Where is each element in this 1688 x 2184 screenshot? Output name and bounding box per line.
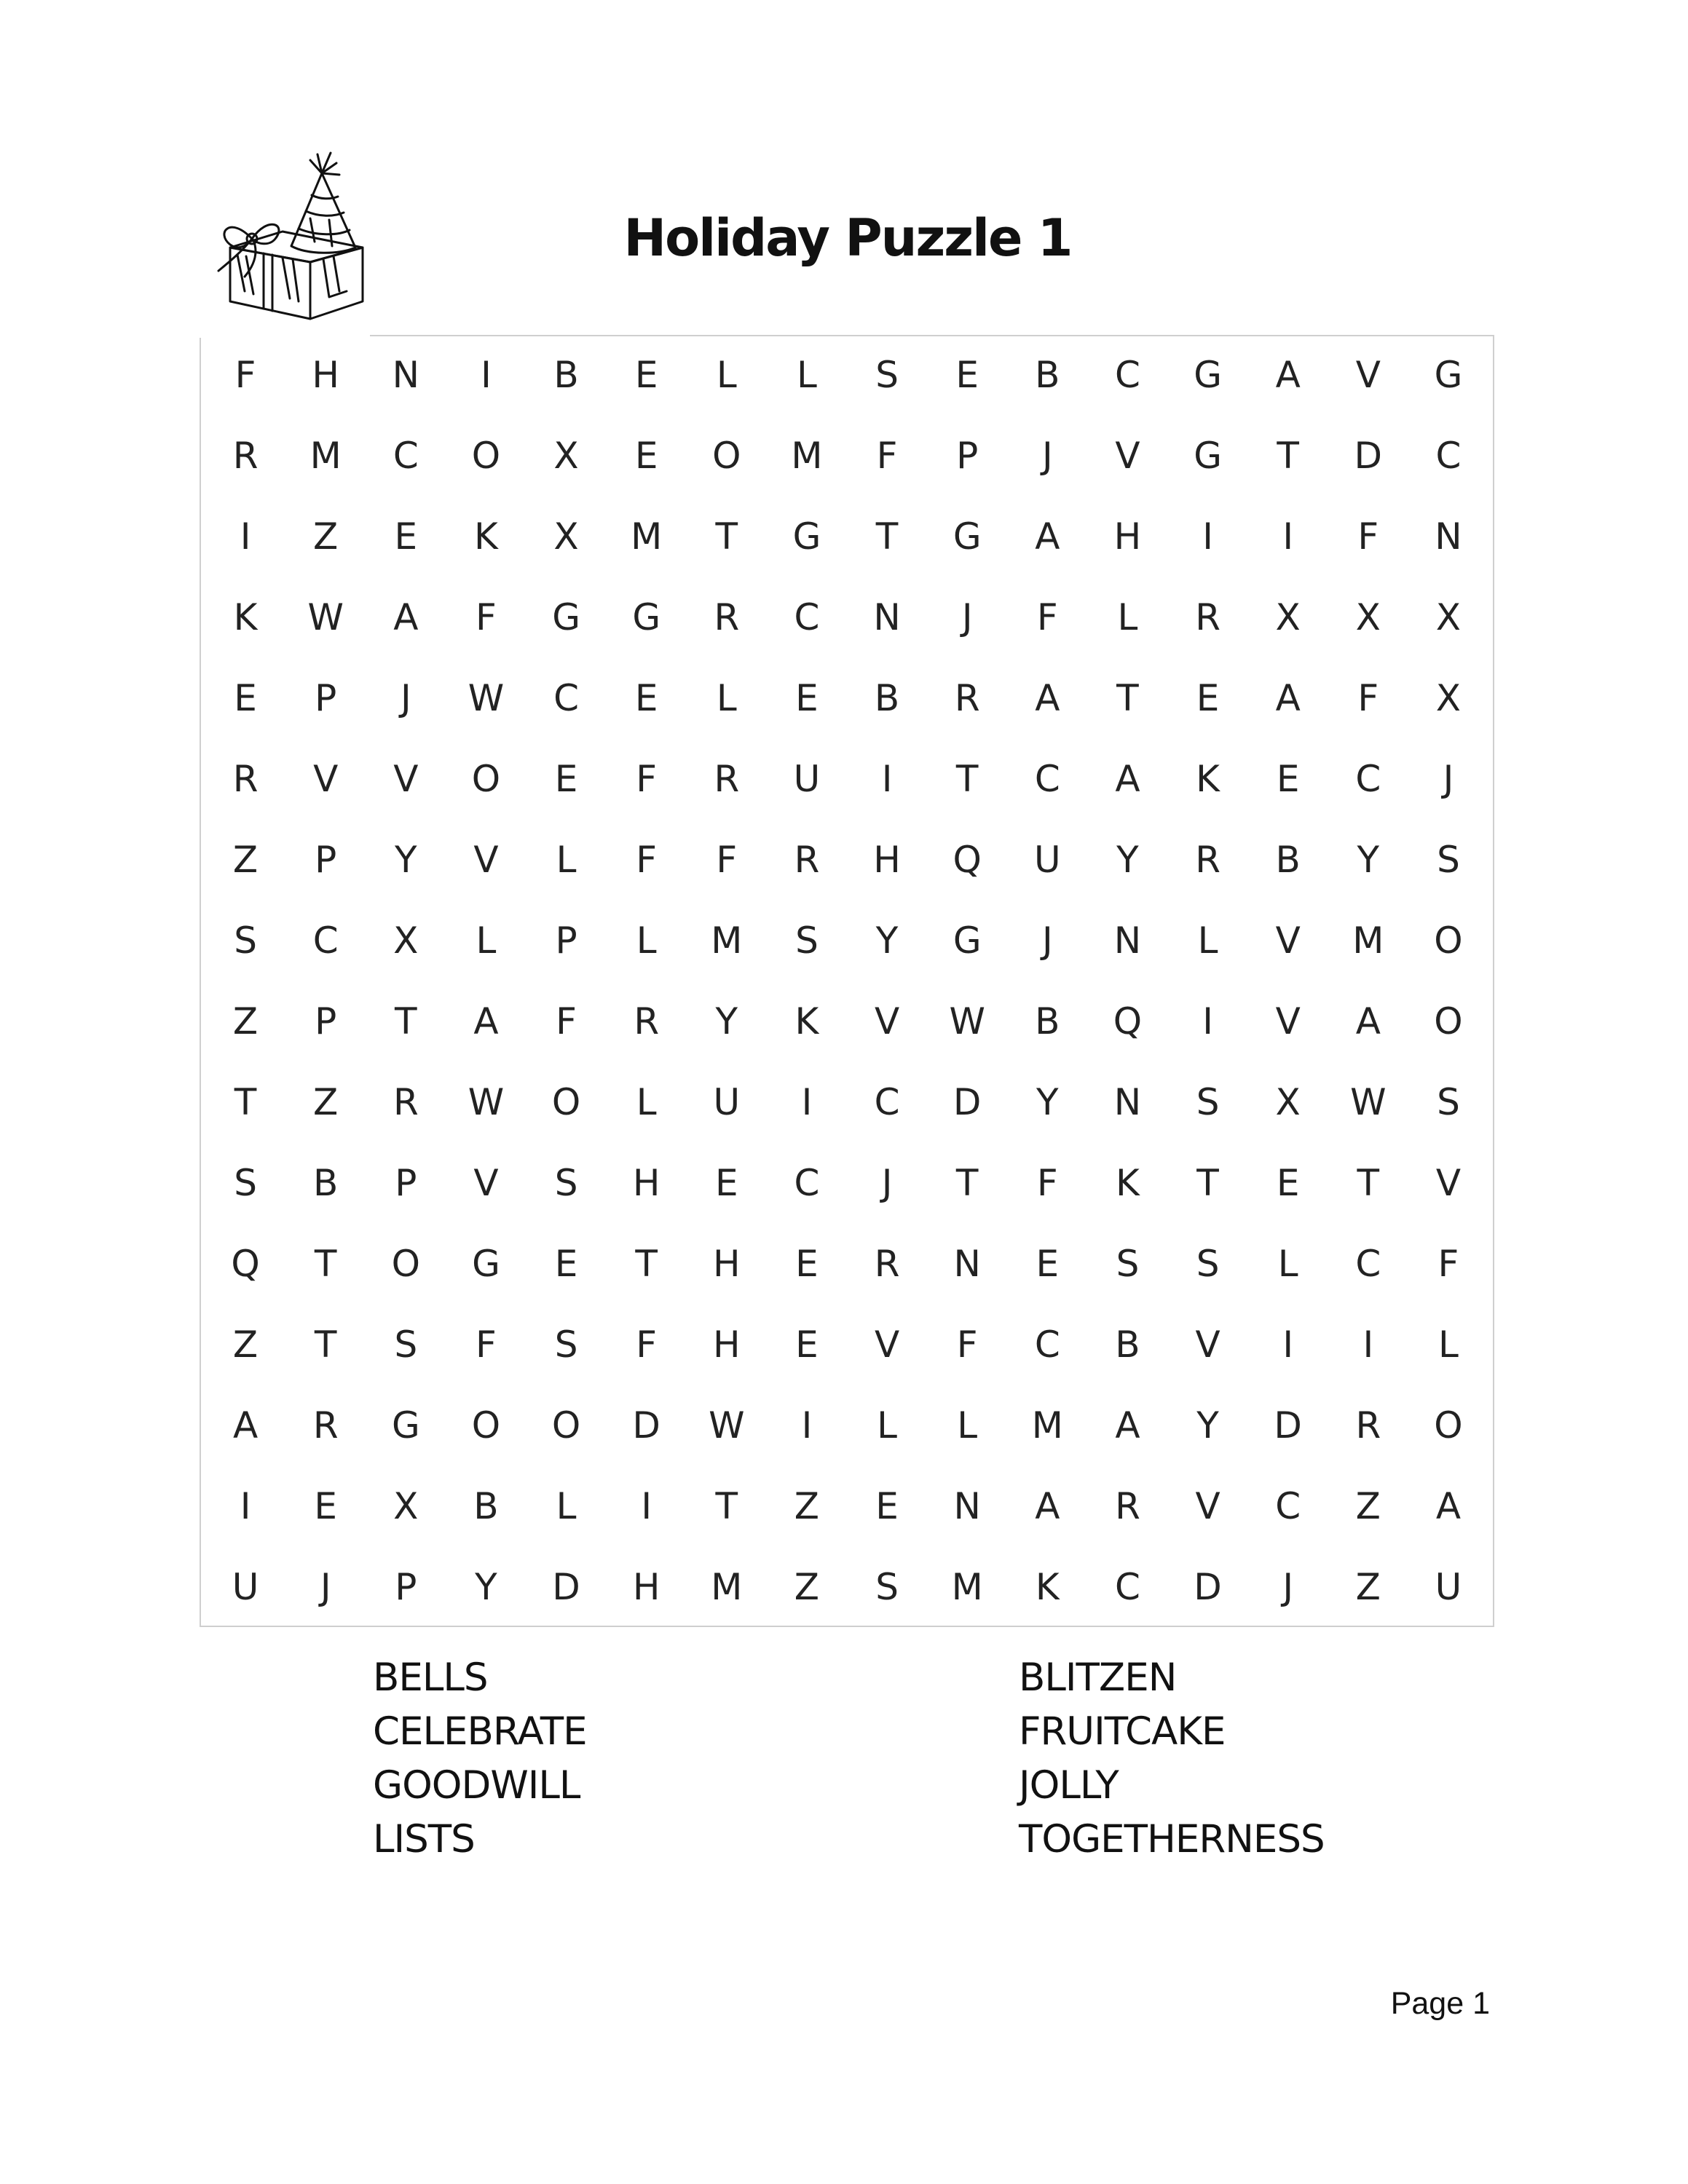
grid-cell: B xyxy=(1035,354,1060,397)
grid-cell: S xyxy=(1196,1242,1220,1285)
grid-cell: Z xyxy=(794,1565,820,1608)
grid-cell: K xyxy=(233,596,258,639)
grid-cell: A xyxy=(1035,677,1060,720)
grid-cell: O xyxy=(712,435,741,478)
grid-cell: P xyxy=(956,435,979,478)
grid-cell: M xyxy=(631,515,663,558)
grid-cell: R xyxy=(1195,596,1220,639)
grid-cell: J xyxy=(961,596,973,639)
grid-cell: H xyxy=(312,354,339,397)
grid-cell: C xyxy=(1435,435,1462,478)
grid-cell: M xyxy=(1031,1404,1063,1447)
grid-cell: X xyxy=(393,1484,419,1527)
word-search-grid xyxy=(200,335,1494,1627)
grid-cell: A xyxy=(1035,1484,1060,1527)
grid-cell: S xyxy=(1437,839,1460,882)
grid-cell: T xyxy=(955,758,979,801)
grid-cell: I xyxy=(1282,515,1294,558)
grid-cell: Z xyxy=(232,839,259,882)
grid-cell: W xyxy=(709,1404,745,1447)
grid-cell: G xyxy=(953,515,982,558)
grid-cell: E xyxy=(634,435,658,478)
grid-cell: L xyxy=(556,839,577,882)
grid-cell: F xyxy=(476,1323,497,1366)
grid-cell: C xyxy=(874,1080,900,1123)
grid-cell: E xyxy=(795,1242,819,1285)
grid-cell: Q xyxy=(953,839,982,882)
word-list-item: CELEBRATE xyxy=(373,1709,587,1754)
grid-cell: O xyxy=(1434,1000,1463,1042)
grid-cell: E xyxy=(875,1484,899,1527)
grid-cell: N xyxy=(953,1484,981,1527)
grid-cell: F xyxy=(956,1323,978,1366)
grid-cell: M xyxy=(711,1565,743,1608)
grid-cell: L xyxy=(1438,1323,1459,1366)
grid-cell: J xyxy=(400,677,411,720)
grid-cell: Z xyxy=(313,1080,339,1123)
grid-cell: I xyxy=(801,1080,813,1123)
word-list-item: BELLS xyxy=(373,1655,488,1700)
grid-cell: C xyxy=(1355,1242,1381,1285)
grid-cell: H xyxy=(873,839,901,882)
grid-cell: T xyxy=(955,1161,979,1204)
grid-cell: S xyxy=(234,919,257,962)
grid-cell: D xyxy=(1194,1565,1222,1608)
grid-cell: Y xyxy=(1116,839,1139,882)
grid-cell: A xyxy=(1355,1000,1381,1042)
grid-cell: G xyxy=(391,1404,420,1447)
grid-cell: B xyxy=(553,354,579,397)
grid-cell: P xyxy=(395,1565,417,1608)
grid-cell: D xyxy=(953,1080,982,1123)
grid-cell: I xyxy=(801,1404,813,1447)
grid-cell: O xyxy=(551,1080,581,1123)
grid-cell: I xyxy=(1202,1000,1213,1042)
grid-cell: P xyxy=(315,839,337,882)
grid-cell: F xyxy=(1437,1242,1459,1285)
grid-cell: L xyxy=(877,1404,897,1447)
grid-cell: I xyxy=(481,354,492,397)
grid-cell: Z xyxy=(1355,1565,1381,1608)
grid-cell: J xyxy=(1443,758,1454,801)
grid-cell: E xyxy=(1036,1242,1060,1285)
grid-cell: X xyxy=(1275,1080,1301,1123)
grid-cell: G xyxy=(1434,354,1463,397)
grid-cell: T xyxy=(234,1080,257,1123)
grid-cell: H xyxy=(632,1565,660,1608)
grid-cell: T xyxy=(1357,1161,1380,1204)
grid-cell: J xyxy=(881,1161,893,1204)
grid-cell: C xyxy=(794,1161,820,1204)
grid-cell: P xyxy=(555,919,577,962)
grid-cell: T xyxy=(314,1242,337,1285)
grid-cell: L xyxy=(476,919,497,962)
grid-cell: F xyxy=(556,1000,577,1042)
grid-cell: S xyxy=(875,1565,899,1608)
grid-cell: V xyxy=(1355,354,1381,397)
grid-cell: C xyxy=(553,677,580,720)
grid-cell: J xyxy=(1041,435,1053,478)
grid-cell: G xyxy=(792,515,821,558)
grid-cell: E xyxy=(955,354,979,397)
grid-cell: R xyxy=(634,1000,660,1042)
grid-cell: C xyxy=(1275,1484,1301,1527)
grid-cell: E xyxy=(634,677,658,720)
grid-cell: R xyxy=(1355,1404,1381,1447)
word-list-item: FRUITCAKE xyxy=(1019,1709,1226,1754)
grid-cell: Q xyxy=(231,1242,260,1285)
grid-cell: O xyxy=(391,1242,420,1285)
grid-cell: R xyxy=(794,839,820,882)
grid-cell: P xyxy=(395,1161,417,1204)
word-list-item: LISTS xyxy=(373,1817,475,1861)
grid-cell: F xyxy=(716,839,738,882)
grid-cell: I xyxy=(1202,515,1213,558)
grid-cell: N xyxy=(1113,919,1142,962)
grid-cell: I xyxy=(240,1484,251,1527)
grid-cell: S xyxy=(554,1161,578,1204)
grid-cell: C xyxy=(1114,1565,1140,1608)
grid-cell: W xyxy=(949,1000,985,1042)
grid-cell: V xyxy=(393,758,419,801)
grid-cell: O xyxy=(1434,919,1463,962)
grid-cell: L xyxy=(716,354,737,397)
grid-cell: L xyxy=(636,1080,657,1123)
grid-cell: C xyxy=(1034,1323,1060,1366)
grid-cell: E xyxy=(1196,677,1220,720)
grid-cell: J xyxy=(320,1565,331,1608)
grid-cell: Z xyxy=(313,515,339,558)
grid-cell: V xyxy=(1195,1484,1220,1527)
grid-cell: E xyxy=(234,677,257,720)
grid-cell: E xyxy=(554,1242,578,1285)
grid-cell: F xyxy=(636,839,658,882)
grid-cell: L xyxy=(1117,596,1138,639)
grid-cell: A xyxy=(1435,1484,1462,1527)
word-list-right xyxy=(1019,1651,1325,1867)
grid-cell: V xyxy=(1435,1161,1462,1204)
grid-cell: G xyxy=(472,1242,500,1285)
grid-cell: J xyxy=(1041,919,1053,962)
grid-cell: M xyxy=(1352,919,1384,962)
page-title: Holiday Puzzle 1 xyxy=(623,208,1072,268)
grid-cell: C xyxy=(1114,354,1140,397)
grid-cell: F xyxy=(1036,1161,1058,1204)
grid-cell: B xyxy=(874,677,900,720)
grid-cell: O xyxy=(471,435,501,478)
word-list-left xyxy=(373,1651,587,1867)
word-list-item: BLITZEN xyxy=(1019,1655,1177,1700)
grid-cell: Z xyxy=(794,1484,820,1527)
grid-cell: R xyxy=(874,1242,900,1285)
grid-cell: W xyxy=(1350,1080,1387,1123)
grid-cell: A xyxy=(232,1404,259,1447)
page-number: Page 1 xyxy=(1390,1986,1490,2021)
grid-cell: R xyxy=(714,596,740,639)
grid-cell: J xyxy=(1282,1565,1294,1608)
grid-cell: M xyxy=(711,919,743,962)
grid-cell: H xyxy=(632,1161,660,1204)
grid-cell: T xyxy=(1277,435,1299,478)
grid-cell: Y xyxy=(395,839,417,882)
grid-cell: N xyxy=(953,1242,981,1285)
grid-cell: S xyxy=(795,919,819,962)
grid-cell: X xyxy=(393,919,419,962)
grid-cell: R xyxy=(1195,839,1220,882)
grid-cell: E xyxy=(1276,758,1300,801)
grid-cell: M xyxy=(951,1565,983,1608)
grid-cell: S xyxy=(234,1161,257,1204)
grid-cell: B xyxy=(1115,1323,1140,1366)
grid-cell: O xyxy=(1434,1404,1463,1447)
grid-cell: V xyxy=(874,1000,900,1042)
grid-cell: V xyxy=(473,1161,499,1204)
grid-cell: L xyxy=(957,1404,978,1447)
grid-cell: S xyxy=(1437,1080,1460,1123)
grid-cell: L xyxy=(636,919,657,962)
grid-cell: E xyxy=(554,758,578,801)
grid-cell: T xyxy=(715,515,738,558)
word-list-item: TOGETHERNESS xyxy=(1019,1817,1325,1861)
grid-cell: F xyxy=(234,354,256,397)
grid-cell: X xyxy=(1275,596,1301,639)
grid-cell: F xyxy=(476,596,497,639)
grid-cell: V xyxy=(874,1323,900,1366)
grid-cell: G xyxy=(1194,354,1222,397)
grid-cell: L xyxy=(1277,1242,1298,1285)
grid-cell: O xyxy=(551,1404,581,1447)
grid-cell: V xyxy=(1195,1323,1220,1366)
grid-cell: A xyxy=(1035,515,1060,558)
grid-cell: N xyxy=(1435,515,1462,558)
grid-cell: R xyxy=(312,1404,339,1447)
grid-cell: G xyxy=(1194,435,1222,478)
grid-cell: S xyxy=(1116,1242,1140,1285)
grid-cell: P xyxy=(315,1000,337,1042)
grid-cell: X xyxy=(553,515,579,558)
grid-cell: F xyxy=(1357,515,1379,558)
grid-cell: V xyxy=(473,839,499,882)
grid-cell: R xyxy=(954,677,980,720)
grid-cell: Z xyxy=(232,1000,259,1042)
grid-cell: A xyxy=(393,596,419,639)
grid-cell: L xyxy=(716,677,737,720)
grid-cell: T xyxy=(715,1484,738,1527)
grid-cell: T xyxy=(635,1242,658,1285)
grid-cell: B xyxy=(1275,839,1301,882)
grid-cell: X xyxy=(553,435,579,478)
grid-cell: H xyxy=(713,1242,741,1285)
grid-cell: B xyxy=(473,1484,499,1527)
grid-cell: E xyxy=(795,677,819,720)
grid-cell: Q xyxy=(1113,1000,1143,1042)
grid-cell: F xyxy=(1357,677,1379,720)
grid-cell: V xyxy=(1275,919,1301,962)
grid-cell: X xyxy=(1355,596,1381,639)
grid-cell: A xyxy=(473,1000,499,1042)
word-list-item: JOLLY xyxy=(1019,1763,1119,1808)
grid-cell: Z xyxy=(1355,1484,1381,1527)
grid-cell: Y xyxy=(875,919,899,962)
grid-cell: F xyxy=(876,435,898,478)
grid-cell: A xyxy=(1115,1404,1140,1447)
grid-cell: I xyxy=(1282,1323,1294,1366)
grid-cell: C xyxy=(794,596,820,639)
grid-cell: N xyxy=(1113,1080,1142,1123)
grid-cell: G xyxy=(953,919,982,962)
grid-cell: E xyxy=(795,1323,819,1366)
grid-cell: K xyxy=(474,515,498,558)
grid-cell: R xyxy=(232,758,259,801)
grid-cell: T xyxy=(875,515,899,558)
grid-cell: N xyxy=(392,354,420,397)
grid-cell: U xyxy=(793,758,821,801)
grid-cell: U xyxy=(1435,1565,1462,1608)
grid-cell: S xyxy=(1196,1080,1220,1123)
grid-cell: D xyxy=(1354,435,1383,478)
grid-cell: F xyxy=(636,758,658,801)
grid-cell: C xyxy=(1034,758,1060,801)
grid-cell: L xyxy=(556,1484,577,1527)
grid-cell: T xyxy=(1196,1161,1219,1204)
grid-cell: W xyxy=(307,596,344,639)
grid-cell: G xyxy=(632,596,661,639)
grid-cell: W xyxy=(468,677,505,720)
grid-cell: Y xyxy=(715,1000,738,1042)
grid-cell: V xyxy=(313,758,339,801)
grid-cell: E xyxy=(1276,1161,1300,1204)
grid-cell: H xyxy=(713,1323,741,1366)
grid-cell: U xyxy=(713,1080,741,1123)
grid-cell: C xyxy=(393,435,419,478)
grid-cell: K xyxy=(1196,758,1220,801)
grid-cell: E xyxy=(634,354,658,397)
grid-cell: I xyxy=(240,515,251,558)
grid-cell: Y xyxy=(1357,839,1380,882)
grid-cell: E xyxy=(715,1161,738,1204)
grid-cell: F xyxy=(636,1323,658,1366)
grid-cell: L xyxy=(797,354,817,397)
grid-cell: F xyxy=(1036,596,1058,639)
grid-cell: R xyxy=(1115,1484,1140,1527)
grid-cell: U xyxy=(232,1565,259,1608)
grid-cell: W xyxy=(468,1080,505,1123)
grid-cell: T xyxy=(1116,677,1139,720)
grid-cell: O xyxy=(471,758,501,801)
grid-cell: X xyxy=(1435,677,1462,720)
grid-cell: C xyxy=(1355,758,1381,801)
grid-cell: V xyxy=(1115,435,1140,478)
grid-cell: R xyxy=(714,758,740,801)
grid-cell: P xyxy=(315,677,337,720)
grid-cell: Y xyxy=(1196,1404,1219,1447)
grid-cell: I xyxy=(881,758,893,801)
grid-cell: D xyxy=(1274,1404,1302,1447)
grid-cell: M xyxy=(791,435,823,478)
grid-cell: E xyxy=(394,515,418,558)
grid-cell: T xyxy=(395,1000,417,1042)
grid-cell: M xyxy=(309,435,342,478)
grid-cell: Y xyxy=(1036,1080,1059,1123)
grid-cell: A xyxy=(1275,677,1301,720)
grid-cell: V xyxy=(1275,1000,1301,1042)
grid-cell: O xyxy=(471,1404,501,1447)
grid-cell: S xyxy=(554,1323,578,1366)
grid-cell: L xyxy=(1197,919,1218,962)
grid-cell: R xyxy=(393,1080,419,1123)
grid-cell: D xyxy=(552,1565,580,1608)
grid-cell: E xyxy=(314,1484,337,1527)
grid-cell: X xyxy=(1435,596,1462,639)
grid-cell: I xyxy=(1362,1323,1374,1366)
grid-cell: K xyxy=(1116,1161,1140,1204)
grid-cell: G xyxy=(552,596,580,639)
grid-cell: S xyxy=(394,1323,418,1366)
grid-cell: N xyxy=(873,596,901,639)
grid-cell: B xyxy=(313,1161,339,1204)
grid-cell: H xyxy=(1113,515,1142,558)
grid-cell: S xyxy=(875,354,899,397)
grid-cell: T xyxy=(314,1323,337,1366)
grid-cell: A xyxy=(1275,354,1301,397)
grid-cell: I xyxy=(641,1484,652,1527)
grid-cell: C xyxy=(312,919,339,962)
grid-cell: K xyxy=(1035,1565,1060,1608)
grid-cell: U xyxy=(1034,839,1061,882)
grid-cell: B xyxy=(1035,1000,1060,1042)
grid-cell: Y xyxy=(475,1565,497,1608)
grid-cell: K xyxy=(794,1000,819,1042)
word-list-item: GOODWILL xyxy=(373,1763,580,1808)
grid-cell: D xyxy=(632,1404,660,1447)
grid-cell: A xyxy=(1115,758,1140,801)
grid-cell: Z xyxy=(232,1323,259,1366)
grid-cell: R xyxy=(232,435,259,478)
